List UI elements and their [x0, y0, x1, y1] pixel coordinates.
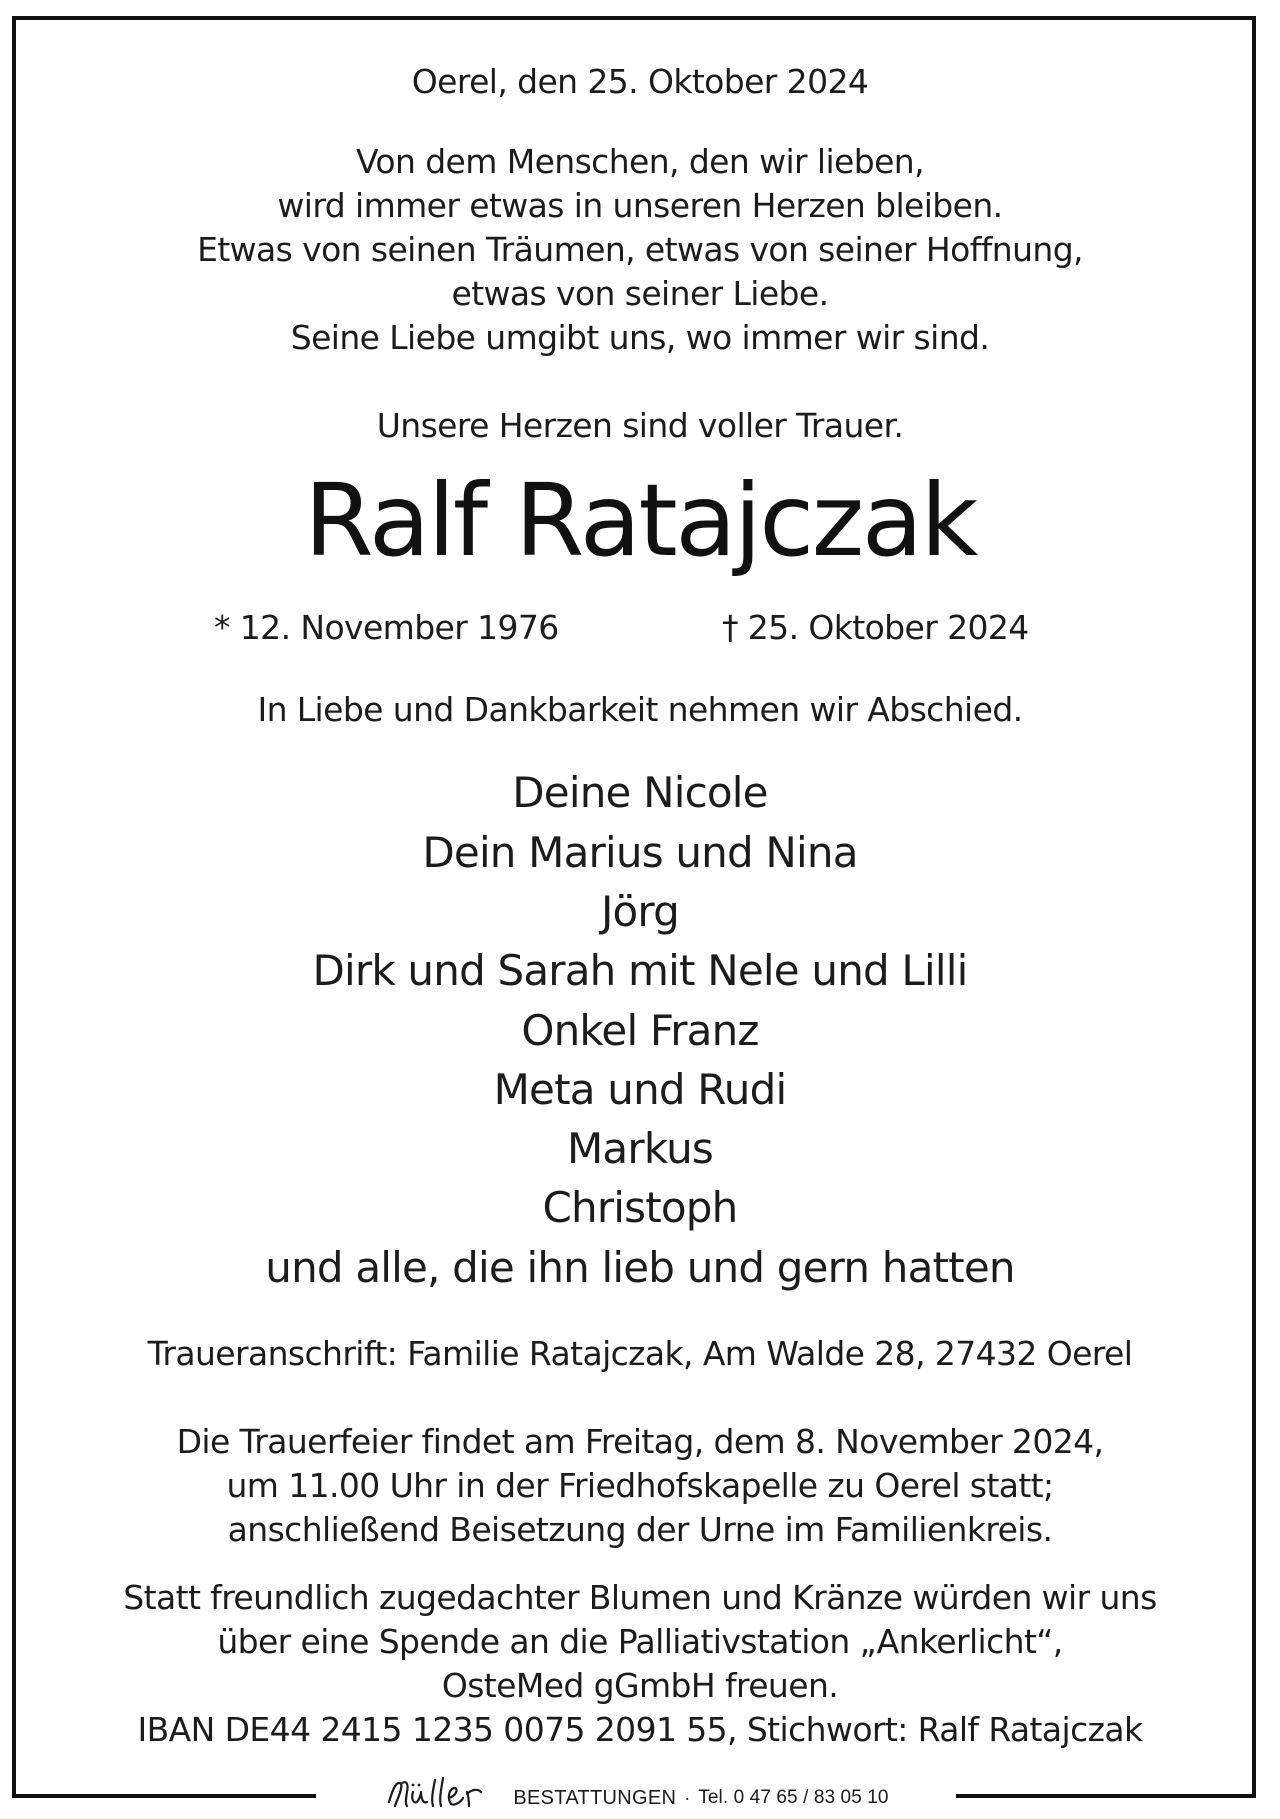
place-date: Oerel, den 25. Oktober 2024	[411, 62, 869, 101]
birth-date: * 12. November 1976	[214, 608, 559, 647]
footer-separator: ·	[684, 1787, 691, 1808]
mourner-line: und alle, die ihn lieb und gern hatten	[265, 1243, 1015, 1292]
poem-line: etwas von seiner Liebe.	[451, 274, 829, 313]
donation-line: OsteMed gGmbH freuen.	[441, 1666, 839, 1705]
mueller-signature-logo	[383, 1772, 509, 1812]
farewell-line: In Liebe und Dankbarkeit nehmen wir Abschied.	[257, 690, 1023, 729]
service-line: Die Trauerfeier findet am Freitag, dem 8. November 2024,	[176, 1422, 1104, 1461]
mourner-line: Dein Marius und Nina	[422, 828, 858, 877]
poem-line: wird immer etwas in unseren Herzen bleiben.	[277, 186, 1003, 225]
mourning-address: Traueranschrift: Familie Ratajczak, Am Walde 28, 27432 Oerel	[147, 1334, 1133, 1373]
funeral-home-phone: Tel. 0 47 65 / 83 05 10	[698, 1787, 889, 1808]
grief-line: Unsere Herzen sind voller Trauer.	[376, 406, 904, 445]
mourner-line: Deine Nicole	[512, 768, 768, 817]
service-line: um 11.00 Uhr in der Friedhofskapelle zu Oerel statt;	[226, 1466, 1054, 1505]
donation-line: Statt freundlich zugedachter Blumen und Kränze würden wir uns	[123, 1578, 1157, 1617]
mourner-line: Christoph	[542, 1183, 738, 1232]
poem-line: Seine Liebe umgibt uns, wo immer wir sind.	[290, 318, 990, 357]
funeral-home-name: BESTATTUNGEN	[513, 1786, 677, 1809]
donation-line: IBAN DE44 2415 1235 0075 2091 55, Stichwort: Ralf Ratajczak	[137, 1710, 1143, 1749]
mourner-line: Meta und Rudi	[493, 1065, 787, 1114]
poem-line: Etwas von seinen Träumen, etwas von seiner Hoffnung,	[197, 230, 1083, 269]
death-date: † 25. Oktober 2024	[722, 608, 1029, 647]
donation-line: über eine Spende an die Palliativstation „Ankerlicht“,	[217, 1622, 1063, 1661]
mourner-line: Onkel Franz	[521, 1006, 759, 1055]
poem-line: Von dem Menschen, den wir lieben,	[356, 142, 924, 181]
funeral-home-footer	[316, 1772, 956, 1812]
mourner-line: Dirk und Sarah mit Nele und Lilli	[312, 946, 968, 995]
mourner-line: Markus	[567, 1124, 713, 1173]
deceased-name: Ralf Ratajczak	[304, 462, 976, 579]
mourner-line: Jörg	[600, 887, 680, 936]
service-line: anschließend Beisetzung der Urne im Familienkreis.	[227, 1510, 1053, 1549]
